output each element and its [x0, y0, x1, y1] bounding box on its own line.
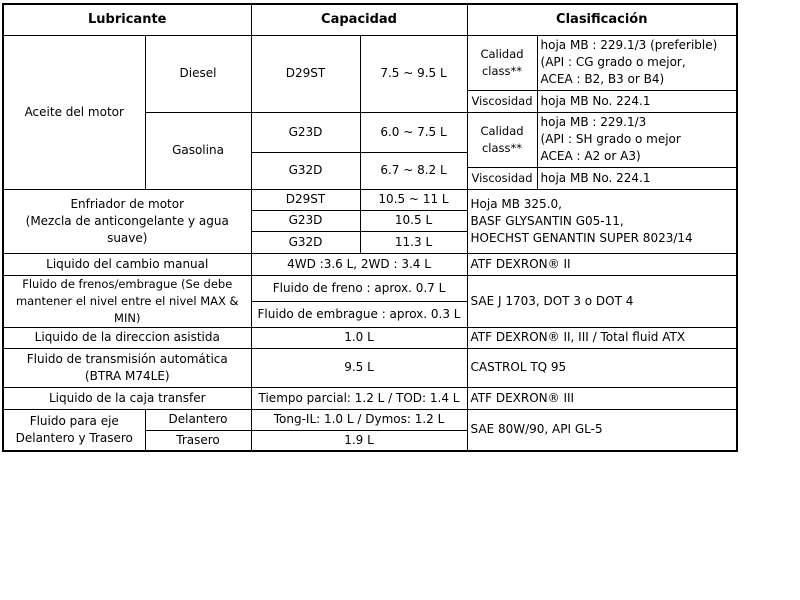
transfer-case-capacity: Tiempo parcial: 1.2 L / TOD: 1.4 L	[251, 387, 467, 409]
brake-clutch-label: Fluido de frenos/embrague (Se debe mantener el nivel entre el nivel MAX & MIN)	[3, 275, 251, 327]
table-row	[3, 387, 737, 409]
auto-trans-classification: CASTROL TQ 95	[467, 348, 737, 387]
gasoline-label: Gasolina	[145, 112, 251, 189]
auto-trans-capacity: 9.5 L	[251, 348, 467, 387]
power-steering-capacity: 1.0 L	[251, 327, 467, 348]
gasoline-model-2: G32D	[251, 152, 360, 189]
axle-front-label: Delantero	[145, 409, 251, 430]
transfer-case-label: Liquido de la caja transfer	[3, 387, 251, 409]
axle-classification: SAE 80W/90, API GL-5	[467, 409, 737, 451]
diesel-model: D29ST	[251, 35, 360, 112]
diesel-label: Diesel	[145, 35, 251, 112]
diesel-quality-label: Calidad class**	[467, 35, 537, 90]
table-row	[3, 327, 737, 348]
diesel-viscosity-label: Viscosidad	[467, 90, 537, 112]
table-row	[3, 348, 737, 387]
header-lubricant: Lubricante	[3, 4, 251, 35]
brake-clutch-classification: SAE J 1703, DOT 3 o DOT 4	[467, 275, 737, 327]
transfer-case-classification: ATF DEXRON® III	[467, 387, 737, 409]
header-classification: Clasificación	[467, 4, 737, 35]
coolant-model: D29ST	[251, 189, 360, 210]
axle-label: Fluido para eje Delantero y Trasero	[3, 409, 145, 451]
diesel-capacity: 7.5 ~ 9.5 L	[360, 35, 467, 112]
power-steering-label: Liquido de la direccion asistida	[3, 327, 251, 348]
engine-oil-label: Aceite del motor	[3, 35, 145, 189]
table-row	[3, 35, 737, 90]
header-capacity: Capacidad	[251, 4, 467, 35]
brake-capacity: Fluido de freno : aprox. 0.7 L	[251, 275, 467, 301]
coolant-capacity: 10.5 L	[360, 210, 467, 231]
table-row	[3, 253, 737, 275]
gasoline-quality-value: hoja MB : 229.1/3 (API : SH grado o mejor ACEA : A2 or A3)	[537, 112, 737, 167]
axle-rear-capacity: 1.9 L	[251, 430, 467, 451]
table-row	[3, 275, 737, 301]
axle-front-capacity: Tong-IL: 1.0 L / Dymos: 1.2 L	[251, 409, 467, 430]
gasoline-quality-label: Calidad class**	[467, 112, 537, 167]
coolant-classification: Hoja MB 325.0, BASF GLYSANTIN G05-11, HOECHST GENANTIN SUPER 8023/14	[467, 189, 737, 253]
gasoline-capacity-2: 6.7 ~ 8.2 L	[360, 152, 467, 189]
coolant-capacity: 11.3 L	[360, 231, 467, 253]
gasoline-capacity-1: 6.0 ~ 7.5 L	[360, 112, 467, 152]
table-row	[3, 189, 737, 210]
manual-trans-label: Liquido del cambio manual	[3, 253, 251, 275]
gasoline-viscosity-value: hoja MB No. 224.1	[537, 167, 737, 189]
diesel-viscosity-value: hoja MB No. 224.1	[537, 90, 737, 112]
manual-trans-classification: ATF DEXRON® II	[467, 253, 737, 275]
manual-trans-capacity: 4WD :3.6 L, 2WD : 3.4 L	[251, 253, 467, 275]
lubricant-spec-table	[2, 3, 738, 452]
gasoline-model-1: G23D	[251, 112, 360, 152]
power-steering-classification: ATF DEXRON® II, III / Total fluid ATX	[467, 327, 737, 348]
gasoline-viscosity-label: Viscosidad	[467, 167, 537, 189]
coolant-model: G32D	[251, 231, 360, 253]
header-row	[3, 4, 737, 35]
axle-rear-label: Trasero	[145, 430, 251, 451]
coolant-capacity: 10.5 ~ 11 L	[360, 189, 467, 210]
coolant-model: G23D	[251, 210, 360, 231]
diesel-quality-value: hoja MB : 229.1/3 (preferible) (API : CG grado o mejor, ACEA : B2, B3 or B4)	[537, 35, 737, 90]
table-row	[3, 409, 737, 430]
auto-trans-label: Fluido de transmisión automática (BTRA M74LE)	[3, 348, 251, 387]
clutch-capacity: Fluido de embrague : aprox. 0.3 L	[251, 301, 467, 327]
coolant-label: Enfriador de motor (Mezcla de anticongelante y agua suave)	[3, 189, 251, 253]
